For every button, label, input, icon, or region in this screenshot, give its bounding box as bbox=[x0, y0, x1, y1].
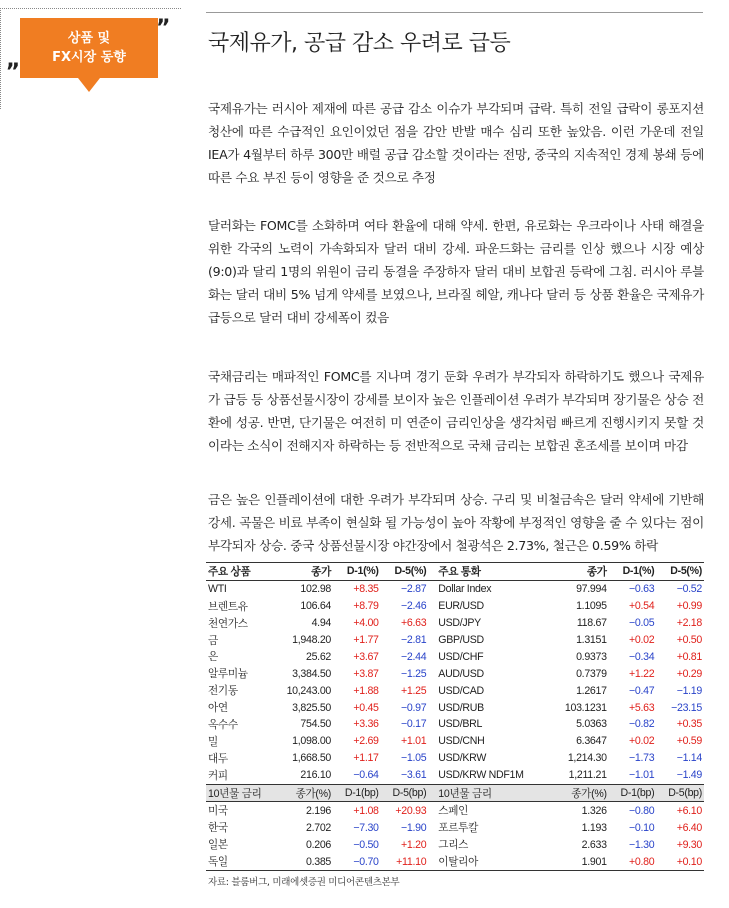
table-cell: D-5(%) bbox=[381, 563, 429, 581]
table-cell: 6.3647 bbox=[576, 735, 607, 748]
table-cell: −0.80 bbox=[629, 804, 655, 817]
table-cell: 1,948.20 bbox=[292, 634, 332, 646]
table-row bbox=[206, 699, 704, 716]
table-cell: 아연 bbox=[208, 702, 228, 715]
table-cell: +8.79 bbox=[353, 600, 379, 613]
table-cell: 알루미늄 bbox=[208, 668, 248, 681]
table-cell: −7.30 bbox=[353, 821, 379, 834]
table-cell: 106.64 bbox=[300, 600, 332, 613]
table-cell: 종가 bbox=[272, 563, 333, 581]
paragraph-fx: 달러화는 FOMC를 소화하며 여타 환율에 대해 약세. 한편, 유로화는 우크라이나 사태 해결을 위한 각국의 노력이 가속화되자 달러 대비 강세. 파운드화는 금리를 인상 했으나 시장 예상(9:0)과 달리 1명의 위원이 금리 동결을 주장하자 달러 대비 보합권 등락에 그침. 러시아 루블화는 달러 대비 5% 넘게 약세를 보였으나, 브라질 헤알, 캐나다 달러 등 상품 환율은 국제유가 급등으로 달러 대비 강세폭이 컸음 bbox=[208, 218, 704, 325]
table-cell: +8.35 bbox=[353, 583, 379, 596]
table-row bbox=[206, 750, 704, 767]
rate-row bbox=[206, 819, 704, 836]
table-cell: 독일 bbox=[206, 853, 272, 870]
table-cell: −0.47 bbox=[629, 684, 655, 697]
table-header-row bbox=[206, 563, 704, 581]
table-cell: −2.81 bbox=[400, 634, 427, 646]
table-cell: 118.67 bbox=[576, 617, 607, 630]
table-cell: 옥수수 bbox=[208, 718, 238, 731]
table-cell: +20.93 bbox=[395, 804, 427, 817]
table-cell: +2.18 bbox=[676, 617, 702, 630]
rate-header-row bbox=[206, 784, 704, 802]
table-cell: +0.45 bbox=[353, 701, 379, 714]
table-cell: +0.50 bbox=[676, 634, 702, 646]
table-cell: +0.02 bbox=[629, 735, 655, 748]
table-cell: −0.17 bbox=[400, 718, 427, 731]
table-cell: +6.63 bbox=[400, 617, 427, 630]
market-table bbox=[206, 562, 704, 871]
table-cell: D-1(%) bbox=[333, 563, 381, 581]
table-cell: −23.15 bbox=[671, 701, 702, 714]
table-cell: 10,243.00 bbox=[286, 684, 332, 697]
table-cell: 종가 bbox=[551, 563, 609, 581]
table-cell: +3.67 bbox=[353, 650, 379, 663]
table-cell: 1.1095 bbox=[576, 600, 607, 613]
table-row bbox=[206, 682, 704, 699]
table-cell: +0.59 bbox=[676, 735, 702, 748]
table-cell: 1,668.50 bbox=[292, 752, 332, 765]
table-cell: 3,825.50 bbox=[292, 701, 332, 714]
table-cell: AUD/USD bbox=[438, 667, 484, 680]
table-cell: −0.82 bbox=[629, 718, 655, 731]
table-cell: 4.94 bbox=[311, 617, 332, 630]
table-cell: EUR/USD bbox=[438, 600, 484, 613]
table-cell: 천연가스 bbox=[208, 617, 248, 630]
table-cell: −0.10 bbox=[629, 821, 655, 834]
table-cell: −1.90 bbox=[400, 821, 427, 834]
table-cell: 대두 bbox=[208, 752, 228, 765]
badge-pointer bbox=[78, 78, 100, 92]
table-cell: 2.633 bbox=[581, 838, 607, 851]
table-cell: 주요 통화 bbox=[428, 563, 551, 581]
section-badge bbox=[20, 18, 158, 78]
table-cell: +0.99 bbox=[676, 600, 702, 613]
table-cell: +0.10 bbox=[656, 853, 704, 870]
open-quote-mark: „ bbox=[6, 48, 21, 73]
table-cell: −2.46 bbox=[400, 600, 427, 613]
table-cell: 0.7379 bbox=[576, 667, 607, 680]
table-cell: USD/JPY bbox=[438, 617, 481, 630]
table-cell: +1.08 bbox=[353, 804, 379, 817]
table-cell: +5.63 bbox=[629, 701, 655, 714]
rate-row bbox=[206, 836, 704, 853]
table-cell: −2.87 bbox=[400, 583, 427, 596]
table-cell: 25.62 bbox=[306, 650, 332, 663]
table-cell: +6.40 bbox=[676, 821, 702, 834]
table-cell: +6.10 bbox=[676, 804, 702, 817]
table-cell: −1.14 bbox=[676, 752, 702, 765]
close-quote-mark: ” bbox=[156, 16, 171, 41]
table-cell: 스페인 bbox=[438, 805, 469, 818]
table-cell: +1.22 bbox=[629, 667, 655, 680]
table-cell: 이탈리아 bbox=[428, 853, 551, 870]
table-cell: +1.77 bbox=[353, 634, 379, 646]
table-cell: 한국 bbox=[208, 822, 228, 835]
table-cell: 1,214.30 bbox=[567, 752, 607, 765]
table-cell: 1.326 bbox=[581, 804, 607, 817]
table-cell: 커피 bbox=[208, 769, 228, 782]
badge-line-2: FX시장 동향 bbox=[52, 50, 126, 65]
source-note: 자료: 블룸버그, 미래에셋증권 미디어콘텐츠본부 bbox=[208, 877, 400, 888]
table-row bbox=[206, 632, 704, 649]
table-cell: −1.19 bbox=[676, 684, 702, 697]
table-cell: USD/KRW bbox=[438, 752, 487, 765]
table-cell: 0.385 bbox=[272, 853, 333, 870]
table-cell: 1.3151 bbox=[576, 634, 607, 646]
table-cell: −0.50 bbox=[353, 838, 379, 851]
table-cell: 주요 상품 bbox=[206, 563, 272, 581]
table-cell: 0.206 bbox=[306, 838, 332, 851]
table-cell: +0.35 bbox=[676, 718, 702, 731]
table-cell: GBP/USD bbox=[438, 634, 484, 646]
table-cell: WTI bbox=[208, 583, 227, 596]
table-cell: +3.87 bbox=[353, 667, 379, 680]
table-cell: +0.29 bbox=[676, 667, 702, 680]
table-cell: +1.25 bbox=[400, 684, 427, 697]
table-cell: +1.01 bbox=[400, 735, 427, 748]
table-cell: 754.50 bbox=[300, 718, 332, 731]
rate-row bbox=[206, 853, 704, 870]
table-cell: USD/BRL bbox=[438, 718, 483, 731]
table-cell: Dollar Index bbox=[438, 583, 492, 596]
table-cell: 0.9373 bbox=[576, 650, 607, 663]
table-cell: 1,211.21 bbox=[568, 769, 607, 782]
table-cell: 은 bbox=[208, 651, 218, 664]
table-cell: 10년물 금리 bbox=[206, 784, 272, 802]
table-cell: −1.01 bbox=[629, 769, 655, 782]
table-cell: +2.69 bbox=[353, 735, 379, 748]
table-cell: +0.81 bbox=[676, 650, 702, 663]
table-row bbox=[206, 733, 704, 750]
table-cell: D-1(bp) bbox=[333, 784, 381, 802]
table-cell: −3.61 bbox=[400, 769, 427, 782]
table-row bbox=[206, 598, 704, 615]
table-cell: USD/CNH bbox=[438, 735, 485, 748]
table-row bbox=[206, 716, 704, 733]
table-cell: +9.30 bbox=[676, 838, 702, 851]
table-cell: +3.36 bbox=[353, 718, 379, 731]
table-cell: −2.44 bbox=[400, 650, 427, 663]
table-cell: 102.98 bbox=[300, 583, 332, 596]
table-cell: −1.30 bbox=[629, 838, 655, 851]
table-cell: 10년물 금리 bbox=[428, 784, 551, 802]
table-cell: −0.63 bbox=[629, 583, 655, 596]
page-title: 국제유가, 공급 감소 우려로 급등 bbox=[208, 31, 511, 56]
table-cell: −1.25 bbox=[400, 667, 427, 680]
table-cell: +11.10 bbox=[381, 853, 429, 870]
table-row bbox=[206, 648, 704, 665]
table-cell: 브렌트유 bbox=[208, 600, 248, 613]
table-cell: 그리스 bbox=[438, 839, 469, 852]
table-cell: +0.02 bbox=[629, 634, 655, 646]
table-row bbox=[206, 615, 704, 632]
table-cell: 미국 bbox=[208, 805, 228, 818]
table-cell: 금 bbox=[208, 634, 218, 647]
paragraph-metals: 금은 높은 인플레이션에 대한 우려가 부각되며 상승. 구리 및 비철금속은 달러 약세에 기반해 강세. 곡물은 비료 부족이 현실화 될 가능성이 높아 작황에 부정적인 영향을 줄 수 있다는 점이 부각되자 상승. 중국 상품선물시장 야간장에서 철광석은 2.73%, 철근은 0.59% 하락 bbox=[208, 492, 704, 553]
table-cell: D-1(bp) bbox=[609, 784, 657, 802]
table-cell: +1.17 bbox=[353, 752, 379, 765]
paragraph-oil: 국제유가는 러시아 제재에 따른 공급 감소 이슈가 부각되며 급락. 특히 전일 급락이 롱포지션 청산에 따른 수급적인 요인이었던 점을 감안 반발 매수 심리 또한 높았음. 이런 가운데 전일 IEA가 4월부터 하루 300만 배럴 공급 감소할 것이라는 전망, 중국의 지속적인 경제 봉쇄 등에 따른 수요 부진 등이 영향을 준 것으로 추정 bbox=[208, 101, 704, 185]
paragraph-bonds: 국채금리는 매파적인 FOMC를 지나며 경기 둔화 우려가 부각되자 하락하기도 했으나 국제유가 급등 등 상품선물시장이 강세를 보이자 높은 인플레이션 우려가 부각되며 장기물은 상승 전환에 성공. 반면, 단기물은 여전히 미 연준이 금리인상을 생각처럼 빠르게 진행시키지 못할 것이라는 소식이 전해지자 하락하는 등 전반적으로 국채 금리는 보합권 혼조세를 보이며 마감 bbox=[208, 369, 704, 453]
table-cell: 97.994 bbox=[576, 583, 607, 596]
table-cell: +0.54 bbox=[629, 600, 655, 613]
table-cell: −0.34 bbox=[629, 650, 655, 663]
table-cell: 종가(%) bbox=[272, 784, 333, 802]
table-row bbox=[206, 665, 704, 682]
table-cell: −0.70 bbox=[333, 853, 381, 870]
table-cell: 5.0363 bbox=[576, 718, 607, 731]
top-rule bbox=[206, 12, 703, 13]
table-cell: D-5(bp) bbox=[381, 784, 429, 802]
table-cell: 1.2617 bbox=[576, 684, 607, 697]
table-cell: −1.73 bbox=[629, 752, 655, 765]
table-cell: −0.52 bbox=[676, 583, 702, 596]
table-cell: 밀 bbox=[208, 735, 218, 748]
table-cell: D-1(%) bbox=[609, 563, 657, 581]
table-cell: USD/CAD bbox=[438, 684, 484, 697]
table-cell: D-5(bp) bbox=[656, 784, 704, 802]
table-cell: 2.702 bbox=[306, 821, 332, 834]
table-cell: −1.49 bbox=[676, 769, 702, 782]
table-cell: 3,384.50 bbox=[292, 667, 332, 680]
table-cell: 포르투칼 bbox=[438, 822, 479, 835]
table-cell: 216.10 bbox=[300, 769, 332, 782]
table-cell: +1.88 bbox=[353, 684, 379, 697]
table-cell: −0.05 bbox=[629, 617, 655, 630]
table-cell: −1.05 bbox=[400, 752, 427, 765]
table-cell: −0.97 bbox=[400, 701, 427, 714]
table-cell: 종가(%) bbox=[551, 784, 609, 802]
table-cell: 103.1231 bbox=[564, 701, 607, 714]
table-row bbox=[206, 767, 704, 784]
table-cell: 1,098.00 bbox=[292, 735, 332, 748]
table-cell: USD/RUB bbox=[438, 701, 484, 714]
table-cell: 2.196 bbox=[306, 804, 332, 817]
table-cell: 1.901 bbox=[551, 853, 609, 870]
table-cell: USD/KRW NDF1M bbox=[438, 769, 524, 782]
rate-row bbox=[206, 802, 704, 819]
badge-line-1: 상품 및 bbox=[67, 31, 111, 46]
table-cell: D-5(%) bbox=[656, 563, 704, 581]
table-cell: USD/CHF bbox=[438, 650, 484, 663]
table-cell: +4.00 bbox=[353, 617, 379, 630]
table-row bbox=[206, 580, 704, 597]
table-cell: 전기동 bbox=[208, 685, 238, 698]
table-cell: −0.64 bbox=[353, 769, 379, 782]
table-cell: +0.80 bbox=[609, 853, 657, 870]
table-cell: +1.20 bbox=[400, 838, 427, 851]
table-cell: 일본 bbox=[208, 839, 228, 852]
table-cell: 1.193 bbox=[581, 821, 607, 834]
